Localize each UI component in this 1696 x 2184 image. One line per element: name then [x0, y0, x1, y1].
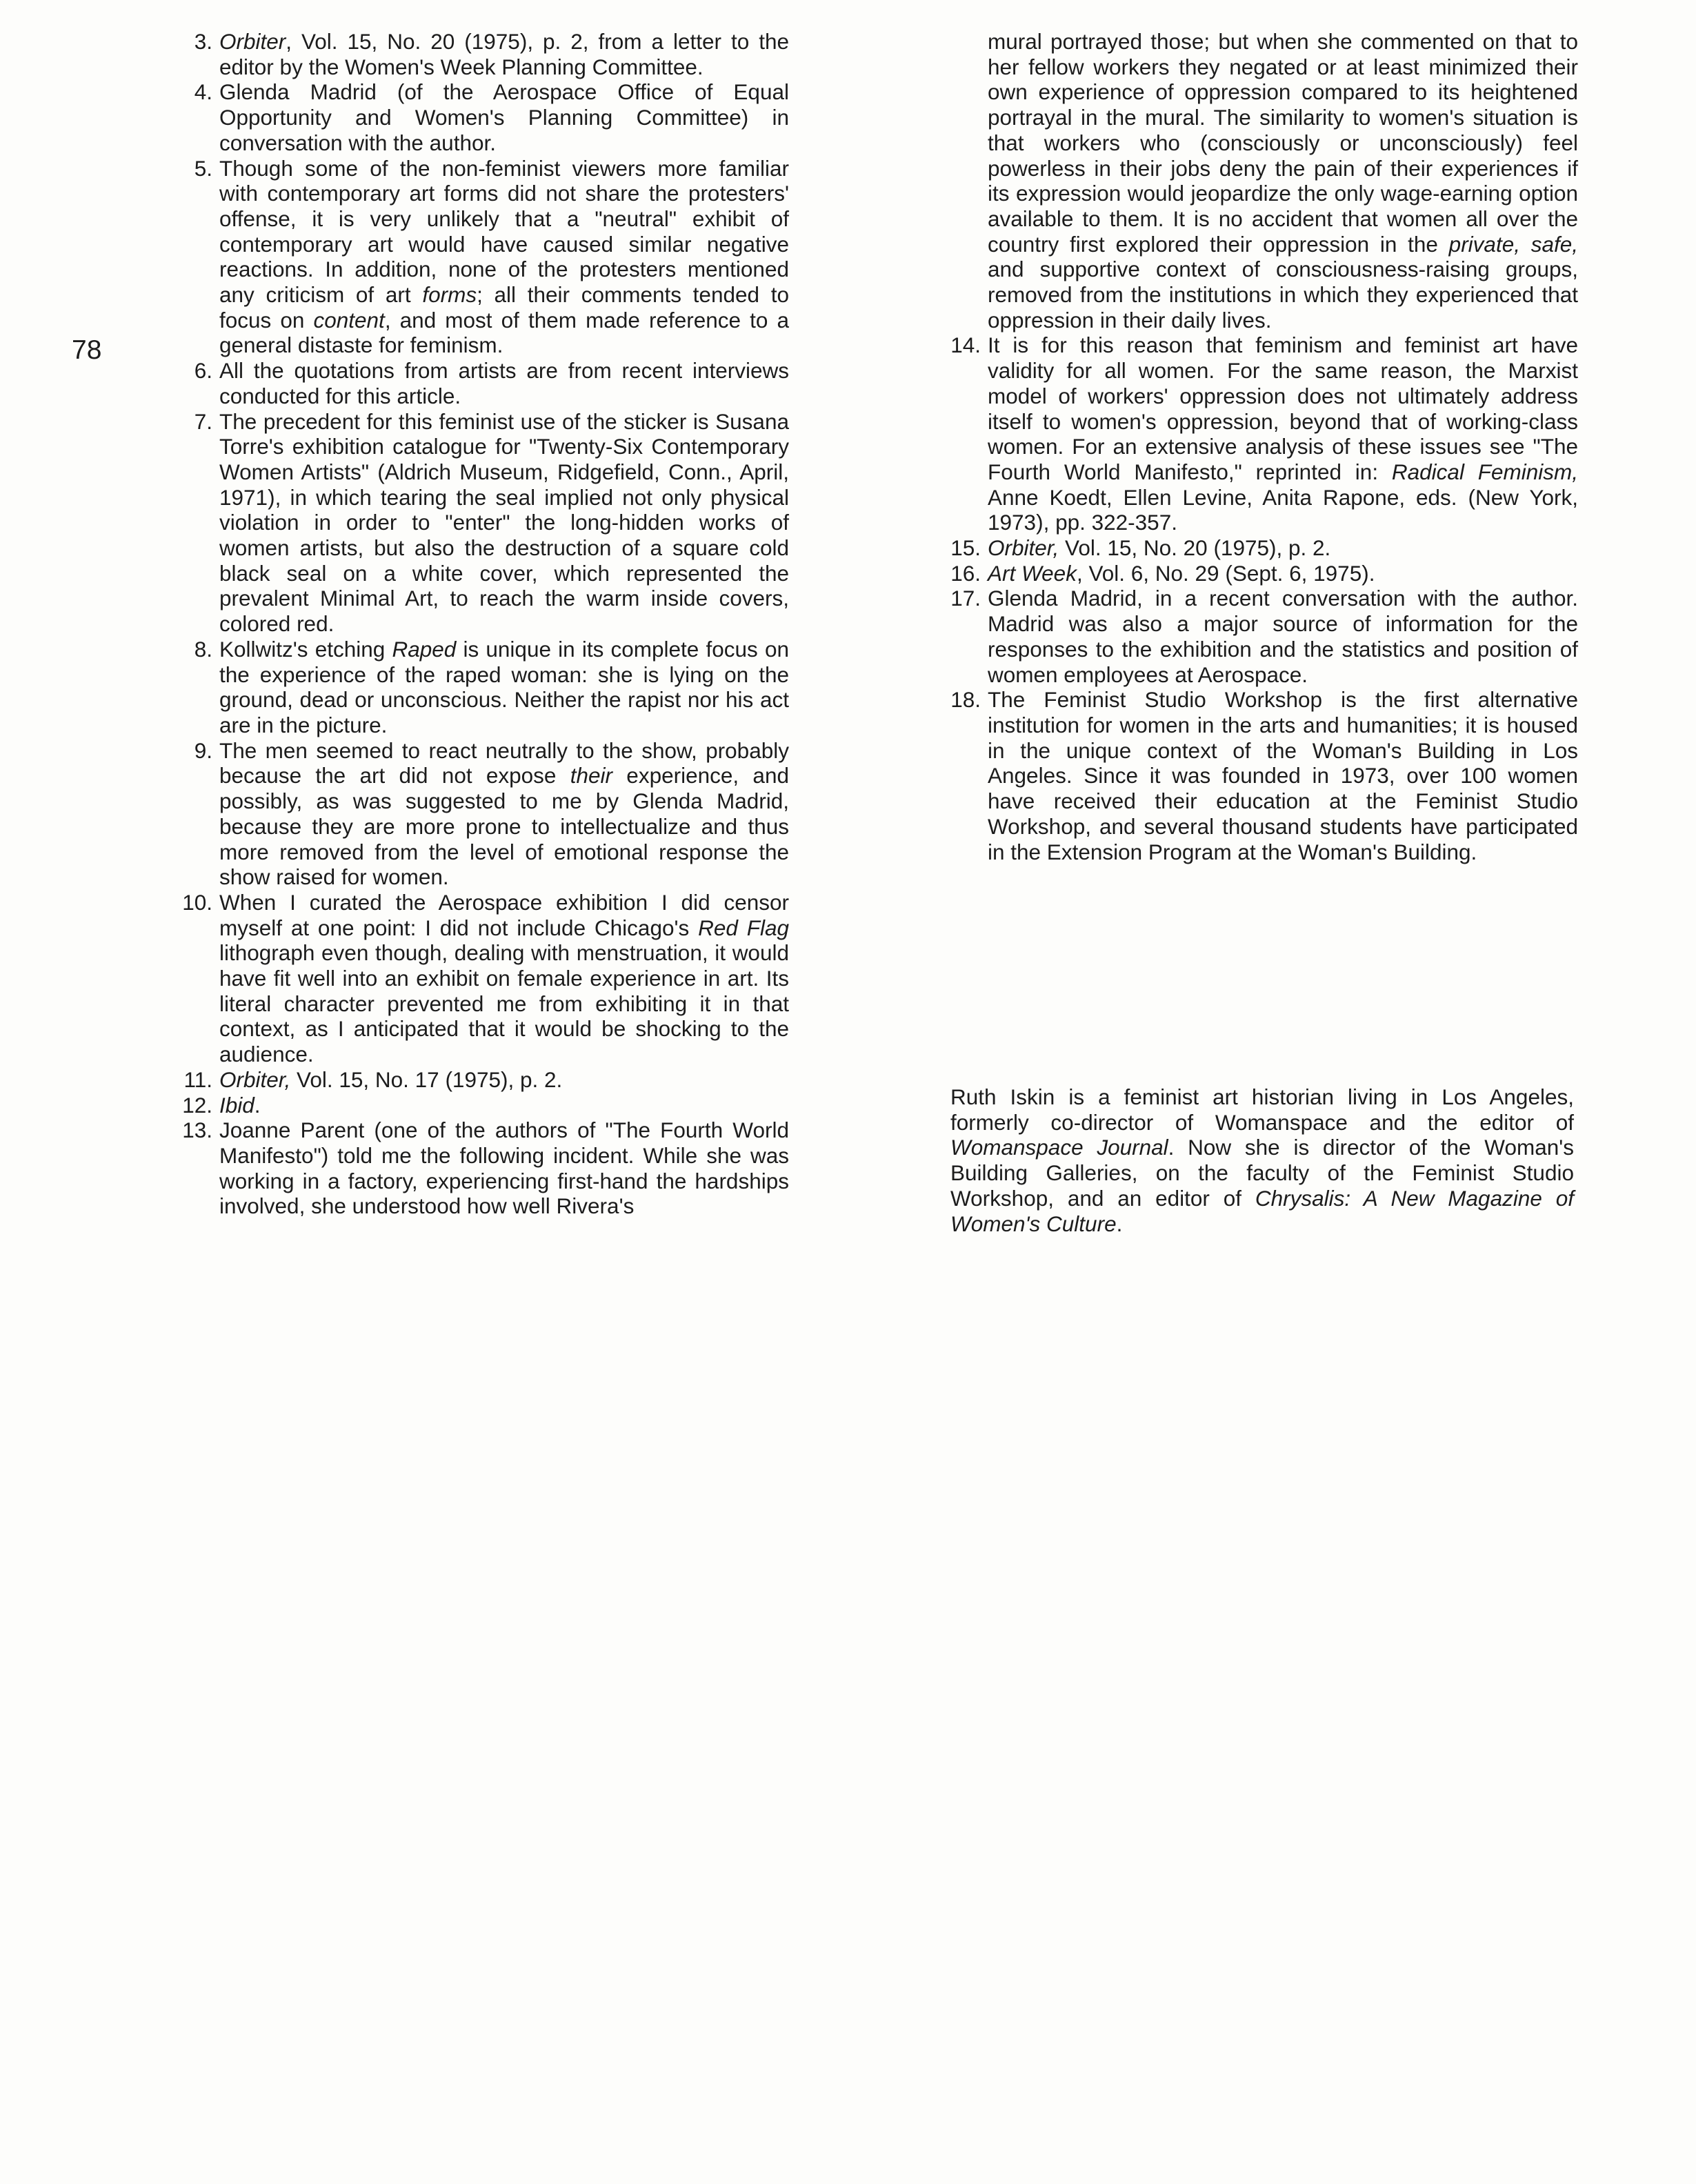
- text-run: Glenda Madrid, in a recent conversation with the author. Madrid was also a major source of information for the responses to the exhibition and the statistics and position of women employees at Aerospace.: [988, 586, 1578, 687]
- notes-column-right: [950, 29, 1578, 864]
- italic-text: Orbiter: [219, 29, 286, 54]
- footnote: [950, 561, 1578, 586]
- text-run: Glenda Madrid (of the Aerospace Office of Equal Opportunity and Women's Planning Committee) in conversation with the author.: [219, 79, 789, 155]
- footnote-text: [988, 535, 1578, 561]
- text-run: It is for this reason that feminism and feminist art have validity for all women. For the same reason, the Marxist model of workers' oppression does not ultimately address itself to women's oppression, beyond that of working-class women. For an extensive analysis of these issues see "The Fourth World Manifesto," reprinted in:: [988, 332, 1578, 484]
- text-run: . Now she is director of the Woman's Building Galleries, on the faculty of the Feminist Studio Workshop, and an editor of: [950, 1135, 1574, 1211]
- footnote: [950, 332, 1578, 535]
- text-run: Joanne Parent (one of the authors of "The Fourth World Manifesto") told me the following incident. While she was working in a factory, experiencing first-hand the hardships involved, she understood how well Rivera's: [219, 1118, 789, 1219]
- text-run: The precedent for this feminist use of the sticker is Susana Torre's exhibition catalogue for "Twenty-Six Contemporary Women Artists" (Aldrich Museum, Ridgefield, Conn., April, 1971), in which tearing the seal implied not only physical violation in order to "enter" the long-hidden works of women artists, but also the destruction of a square cold black seal on a white cover, which represented the prevalent Minimal Art, to reach the warm inside covers, colored red.: [219, 408, 789, 637]
- footnote-number: 18.: [950, 687, 981, 713]
- footnote-number: 13.: [182, 1118, 212, 1143]
- footnote-text: [219, 890, 789, 1067]
- text-run: , and most of them made reference to a general distaste for feminism.: [219, 307, 789, 358]
- footnote-number: 4.: [194, 79, 212, 105]
- text-run: When I curated the Aerospace exhibition I did censor myself at one point: I did not include Chicago's: [219, 889, 789, 940]
- italic-text: private, safe,: [1448, 231, 1578, 257]
- footnote-text: [219, 637, 789, 738]
- italic-text: Radical Feminism,: [1391, 459, 1579, 484]
- italic-text: their: [570, 763, 613, 788]
- footnote-text: [988, 561, 1578, 586]
- footnote: [182, 1093, 789, 1118]
- footnote-text: [219, 1118, 789, 1219]
- footnote-number: 3.: [194, 29, 212, 54]
- text-run: Kollwitz's etching: [219, 636, 392, 662]
- footnote-text: [219, 738, 789, 890]
- italic-text: forms: [422, 282, 477, 308]
- footnote: [950, 586, 1578, 687]
- footnote-text: [988, 332, 1578, 535]
- italic-text: Art Week: [988, 560, 1077, 586]
- footnote: [182, 409, 789, 637]
- footnote: [182, 29, 789, 79]
- footnote-number: 14.: [950, 332, 981, 358]
- footnote-text: [219, 1067, 789, 1093]
- footnote-number: 7.: [194, 408, 212, 434]
- footnote: [182, 738, 789, 890]
- footnote: [950, 687, 1578, 864]
- text-run: Vol. 15, No. 20 (1975), p. 2.: [1059, 535, 1331, 561]
- footnote-number: 16.: [950, 560, 981, 586]
- footnote-text: [219, 156, 789, 359]
- footnote: [182, 1118, 789, 1219]
- italic-text: Womanspace Journal: [950, 1135, 1168, 1160]
- text-run: Anne Koedt, Ellen Levine, Anita Rapone, eds. (New York, 1973), pp. 322-357.: [988, 484, 1578, 535]
- italic-text: content: [313, 307, 385, 332]
- italic-text: Chrysalis: A New Magazine of Women's Culture: [950, 1185, 1574, 1236]
- footnote: [182, 156, 789, 359]
- text-run: and supportive context of consciousness-raising groups, removed from the institutions in which they experienced that oppression in their daily lives.: [988, 257, 1578, 332]
- italic-text: Ibid: [219, 1092, 255, 1118]
- footnote-text: [988, 687, 1578, 864]
- notes-column-left: [182, 29, 789, 1219]
- footnote-text: [219, 1093, 789, 1118]
- footnote-number: 17.: [950, 586, 981, 611]
- italic-text: Orbiter,: [219, 1066, 291, 1092]
- note-13-continuation: [950, 29, 1578, 332]
- footnote-number: 6.: [194, 358, 212, 384]
- footnote-number: 10.: [182, 889, 212, 915]
- footnote-text: [219, 29, 789, 79]
- text-run: experience, and possibly, as was suggested to me by Glenda Madrid, because they are more prone to intellectualize and thus more removed from the level of emotional response the show raised for women.: [219, 763, 789, 890]
- footnote-number: 9.: [194, 737, 212, 763]
- italic-text: Raped: [392, 636, 457, 662]
- footnote-number: 5.: [194, 155, 212, 181]
- text-run: Vol. 15, No. 17 (1975), p. 2.: [290, 1066, 563, 1092]
- footnote-text: [988, 586, 1578, 687]
- author-bio: [950, 1084, 1574, 1236]
- footnote-text: [219, 79, 789, 155]
- text-run: Ruth Iskin is a feminist art historian living in Los Angeles, formerly co-director of Womanspace and the editor of: [950, 1084, 1574, 1135]
- footnote-text: [219, 409, 789, 637]
- footnote: [182, 1067, 789, 1093]
- footnote: [182, 637, 789, 738]
- footnote: [950, 535, 1578, 561]
- text-run: All the quotations from artists are from recent interviews conducted for this article.: [219, 358, 789, 408]
- footnote-text: [219, 358, 789, 408]
- italic-text: Red Flag: [698, 915, 789, 940]
- text-run: .: [1116, 1211, 1123, 1236]
- text-run: lithograph even though, dealing with menstruation, it would have fit well into an exhibit on female experience in art. Its literal character prevented me from exhibiting it in that context, as I anticipated that it would be shocking to the audience.: [219, 940, 789, 1067]
- footnote: [182, 358, 789, 408]
- text-run: , Vol. 6, No. 29 (Sept. 6, 1975).: [1076, 560, 1375, 586]
- text-run: The men seemed to react neutrally to the show, probably because the art did not expose: [219, 737, 789, 788]
- text-run: is unique in its complete focus on the experience of the raped woman: she is lying on the ground, dead or unconscious. Neither the rapist nor his act are in the picture.: [219, 636, 789, 737]
- text-run: ; all their comments tended to focus on: [219, 282, 789, 332]
- text-run: .: [254, 1092, 261, 1118]
- footnote-number: 8.: [194, 636, 212, 662]
- text-run: The Feminist Studio Workshop is the first alternative institution for women in the arts and humanities; it is housed in the unique context of the Woman's Building in Los Angeles. Since it was founded in 1973, over 100 women have received their education at the Feminist Studio Workshop, and several thousand students have participated in the Extension Program at the Woman's Building.: [988, 687, 1578, 864]
- text-run: Though some of the non-feminist viewers more familiar with contemporary art forms did not share the protesters' offense, it is very unlikely that a "neutral" exhibit of contemporary art would have caused similar negative reactions. In addition, none of the protesters mentioned any criticism of art: [219, 155, 789, 308]
- footnote-number: 15.: [950, 535, 981, 561]
- footnote: [182, 890, 789, 1067]
- footnote: [182, 79, 789, 155]
- footnote-number: 11.: [183, 1066, 212, 1092]
- text-run: , Vol. 15, No. 20 (1975), p. 2, from a letter to the editor by the Women's Week Planning Committee.: [219, 29, 789, 79]
- page-number: 78: [72, 335, 102, 365]
- footnote-number: 12.: [182, 1092, 212, 1118]
- text-run: mural portrayed those; but when she commented on that to her fellow workers they negated or at least minimized their own experience of oppression compared to its heightened portrayal in the mural. The similarity to women's situation is that workers who (consciously or unconsciously) feel powerless in their jobs deny the pain of their experiences if its expression would jeopardize the only wage-earning option available to them. It is no accident that women all over the country first explored their oppression in the: [988, 29, 1578, 257]
- italic-text: Orbiter,: [988, 535, 1059, 561]
